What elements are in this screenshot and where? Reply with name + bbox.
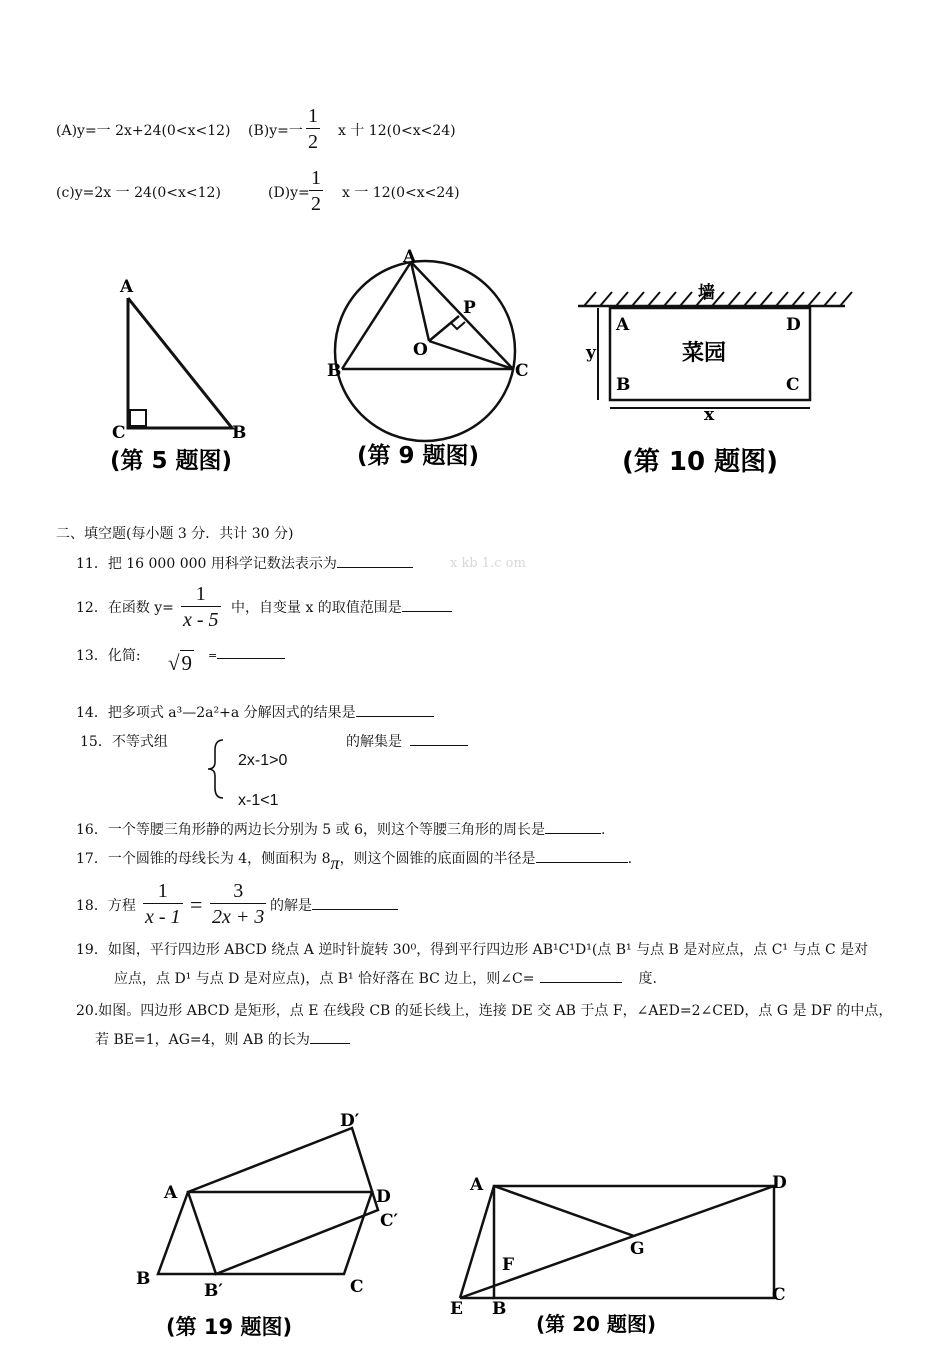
- option-d-prefix: (D)y=: [268, 185, 310, 201]
- hatch-mark: [664, 292, 676, 306]
- question-14-text: 14．把多项式 a³—2a²+a 分解因式的结果是: [76, 705, 356, 721]
- fig19-label-b-prime: B′: [204, 1281, 223, 1301]
- section-2-title: 二、填空题(每小题 3 分．共计 30 分): [56, 526, 294, 542]
- question-15-line-2: x-1<1: [238, 792, 279, 809]
- question-11-text: 11．把 16 000 000 用科学记数法表示为: [76, 556, 337, 572]
- fig9-label-c: C: [515, 361, 529, 381]
- option-b-denominator: 2: [306, 128, 320, 152]
- hatch-mark: [680, 292, 692, 306]
- option-d-numerator: 1: [311, 167, 321, 189]
- parallelogram-ab1c1d1: [188, 1128, 378, 1274]
- question-18-denominator-1: x - 1: [143, 903, 183, 927]
- fig20-label-c: C: [772, 1285, 786, 1305]
- question-18-text: 的解是: [270, 898, 312, 914]
- hatch-mark: [632, 292, 644, 306]
- question-18-fraction-right: [210, 881, 266, 927]
- hatch-mark: [776, 292, 788, 306]
- question-18-equals: =: [190, 892, 203, 917]
- fig9-label-b: B: [327, 361, 342, 381]
- question-12-numerator: 1: [195, 583, 206, 605]
- hatch-mark: [616, 292, 628, 306]
- fig10-label-x: x: [704, 405, 715, 425]
- question-12-prefix: 12．在函数 y=: [76, 600, 174, 616]
- segment-ed: [460, 1186, 774, 1298]
- question-11: [76, 557, 413, 571]
- question-12: [231, 601, 452, 615]
- option-b-prefix: (B)y=一: [248, 123, 303, 139]
- answer-blank-11: [337, 567, 413, 568]
- hatch-mark: [792, 292, 804, 306]
- fig19-label-a: A: [164, 1183, 178, 1203]
- question-13-equals: =: [208, 649, 218, 662]
- fig20-label-f: F: [502, 1255, 515, 1275]
- fig19-label-d-prime: D′: [340, 1111, 360, 1131]
- sqrt-icon: √: [168, 651, 180, 675]
- question-14: [76, 706, 434, 720]
- fig20-label-b: B: [492, 1299, 507, 1319]
- fig19-label-c-prime: C′: [380, 1211, 399, 1231]
- question-19-line-2: [114, 972, 657, 986]
- question-17: [76, 848, 633, 873]
- option-b-suffix: x 十 12(0<x<24): [338, 123, 456, 139]
- answer-blank-16: [545, 833, 601, 834]
- question-18-denominator-2: 2x + 3: [210, 903, 266, 927]
- hatch-mark: [584, 292, 596, 306]
- fig5-caption: (第 5 题图): [110, 448, 233, 474]
- option-c: (c)y=2x 一 24(0<x<12): [56, 185, 221, 201]
- question-13: [208, 650, 285, 661]
- answer-blank-14: [356, 716, 434, 717]
- fig10-caption: (第 10 题图): [622, 447, 779, 477]
- hatch-mark: [760, 292, 772, 306]
- question-20-line-2: [95, 1033, 350, 1047]
- fig20-label-a: A: [470, 1175, 484, 1195]
- question-17-period: .: [627, 851, 633, 867]
- question-18-numerator-1: 1: [157, 880, 168, 902]
- fig19-caption: (第 19 题图): [166, 1315, 293, 1339]
- segment-ab: [342, 262, 411, 369]
- figure-9: [325, 245, 540, 475]
- question-19-text: 应点，点 D¹ 与点 D 是对应点)，点 B¹ 恰好落在 BC 边上，则∠C=: [114, 971, 535, 987]
- fig10-wall-label: 墙: [698, 283, 715, 303]
- option-b-numerator: 1: [308, 105, 318, 127]
- fig5-label-a: A: [120, 277, 134, 297]
- question-18: [270, 899, 398, 913]
- option-d-denominator: 2: [309, 190, 323, 214]
- hatch-mark: [808, 292, 820, 306]
- wall-hatching: [584, 292, 852, 306]
- figure-10: [570, 278, 860, 478]
- option-a: (A)y=一 2x+24(0<x<12): [56, 123, 231, 139]
- right-angle-mark-p: [451, 322, 465, 329]
- question-15-text: 15．不等式组: [80, 734, 168, 750]
- pi-symbol: π: [330, 853, 340, 873]
- fig20-label-d: D: [772, 1173, 787, 1193]
- answer-blank-12: [402, 611, 452, 612]
- fig10-label-d: D: [786, 315, 801, 335]
- fig9-caption: (第 9 题图): [357, 443, 480, 469]
- fig9-label-o: O: [413, 340, 428, 360]
- fig5-label-b: B: [232, 423, 247, 443]
- question-13-radical: [168, 653, 194, 674]
- hatch-mark: [840, 292, 852, 306]
- option-b-fraction: [306, 106, 320, 152]
- question-15: [346, 735, 468, 749]
- watermark: x kb 1.c om: [450, 556, 526, 571]
- fig10-garden-label: 菜园: [682, 341, 727, 366]
- fig5-label-c: C: [112, 423, 126, 443]
- question-17-post: ，则这个圆锥的底面圆的半径是: [339, 851, 536, 867]
- question-16: [76, 823, 605, 837]
- question-18-fraction-left: [143, 881, 183, 927]
- hatch-mark: [744, 292, 756, 306]
- right-angle-mark: [130, 410, 146, 426]
- question-12-denominator: x - 5: [181, 606, 221, 630]
- option-d-suffix: x 一 12(0<x<24): [342, 185, 460, 201]
- answer-blank-17: [536, 862, 628, 863]
- question-20-line-1: 20.如图。四边形 ABCD 是矩形，点 E 在线段 CB 的延长线上，连接 DE 交 AB 于点 F，∠AED=2∠CED，点 G 是 DF 的中点，: [76, 1003, 893, 1019]
- option-d-fraction: [309, 168, 323, 214]
- fig9-label-a: A: [403, 247, 417, 267]
- answer-blank-20: [310, 1043, 350, 1044]
- question-18-prefix: 18．方程: [76, 898, 136, 914]
- figure-19: [130, 1112, 420, 1344]
- answer-blank-19: [540, 982, 622, 983]
- fig20-label-e: E: [450, 1299, 463, 1319]
- question-16-period: .: [600, 822, 606, 838]
- question-20-text: 若 BE=1，AG=4，则 AB 的长为: [95, 1032, 310, 1048]
- fig19-label-c: C: [350, 1277, 364, 1297]
- question-19-unit: 度.: [638, 971, 657, 987]
- figure-5: [100, 270, 270, 480]
- question-13-text: 13．化简:: [76, 648, 141, 664]
- fig10-label-a: A: [616, 315, 630, 335]
- fig10-label-c: C: [786, 375, 800, 395]
- question-18-numerator-2: 3: [233, 880, 244, 902]
- question-17-text: 17．一个圆锥的母线长为 4，侧面积为 8: [76, 851, 331, 867]
- answer-blank-18: [312, 909, 398, 910]
- hatch-mark: [824, 292, 836, 306]
- fig9-label-p: P: [463, 298, 476, 318]
- parallelogram-abcd: [158, 1192, 372, 1274]
- fig20-label-g: G: [630, 1239, 645, 1259]
- fig10-label-b: B: [616, 375, 631, 395]
- question-15-post: 的解集是: [346, 734, 402, 750]
- figure-20: [440, 1168, 800, 1338]
- hatch-mark: [600, 292, 612, 306]
- question-12-text: 中，自变量 x 的取值范围是: [231, 600, 402, 616]
- segment-ag: [494, 1186, 634, 1236]
- answer-blank-13: [217, 658, 285, 659]
- question-12-fraction: [181, 584, 221, 630]
- question-19-line-1: 19．如图，平行四边形 ABCD 绕点 A 逆时针旋转 30⁰，得到平行四边形 AB¹C¹D¹(点 B¹ 与点 B 是对应点，点 C¹ 与点 C 是对: [76, 942, 869, 958]
- segment-ae: [460, 1186, 494, 1298]
- hatch-mark: [728, 292, 740, 306]
- brace-icon: [205, 738, 227, 800]
- question-13-radicand: 9: [181, 651, 193, 675]
- fig20-caption: (第 20 题图): [536, 1312, 657, 1336]
- question-16-text: 16．一个等腰三角形静的两边长分别为 5 或 6，则这个等腰三角形的周长是: [76, 822, 545, 838]
- fig19-label-b: B: [136, 1269, 151, 1289]
- fig10-label-y: y: [586, 343, 596, 363]
- question-15-line-1: 2x-1>0: [238, 752, 288, 769]
- segment-op: [429, 316, 459, 341]
- segment-ao: [411, 262, 429, 341]
- answer-blank-15: [410, 745, 468, 746]
- triangle-abc: [128, 298, 232, 428]
- hatch-mark: [648, 292, 660, 306]
- fig19-label-d: D: [376, 1187, 391, 1207]
